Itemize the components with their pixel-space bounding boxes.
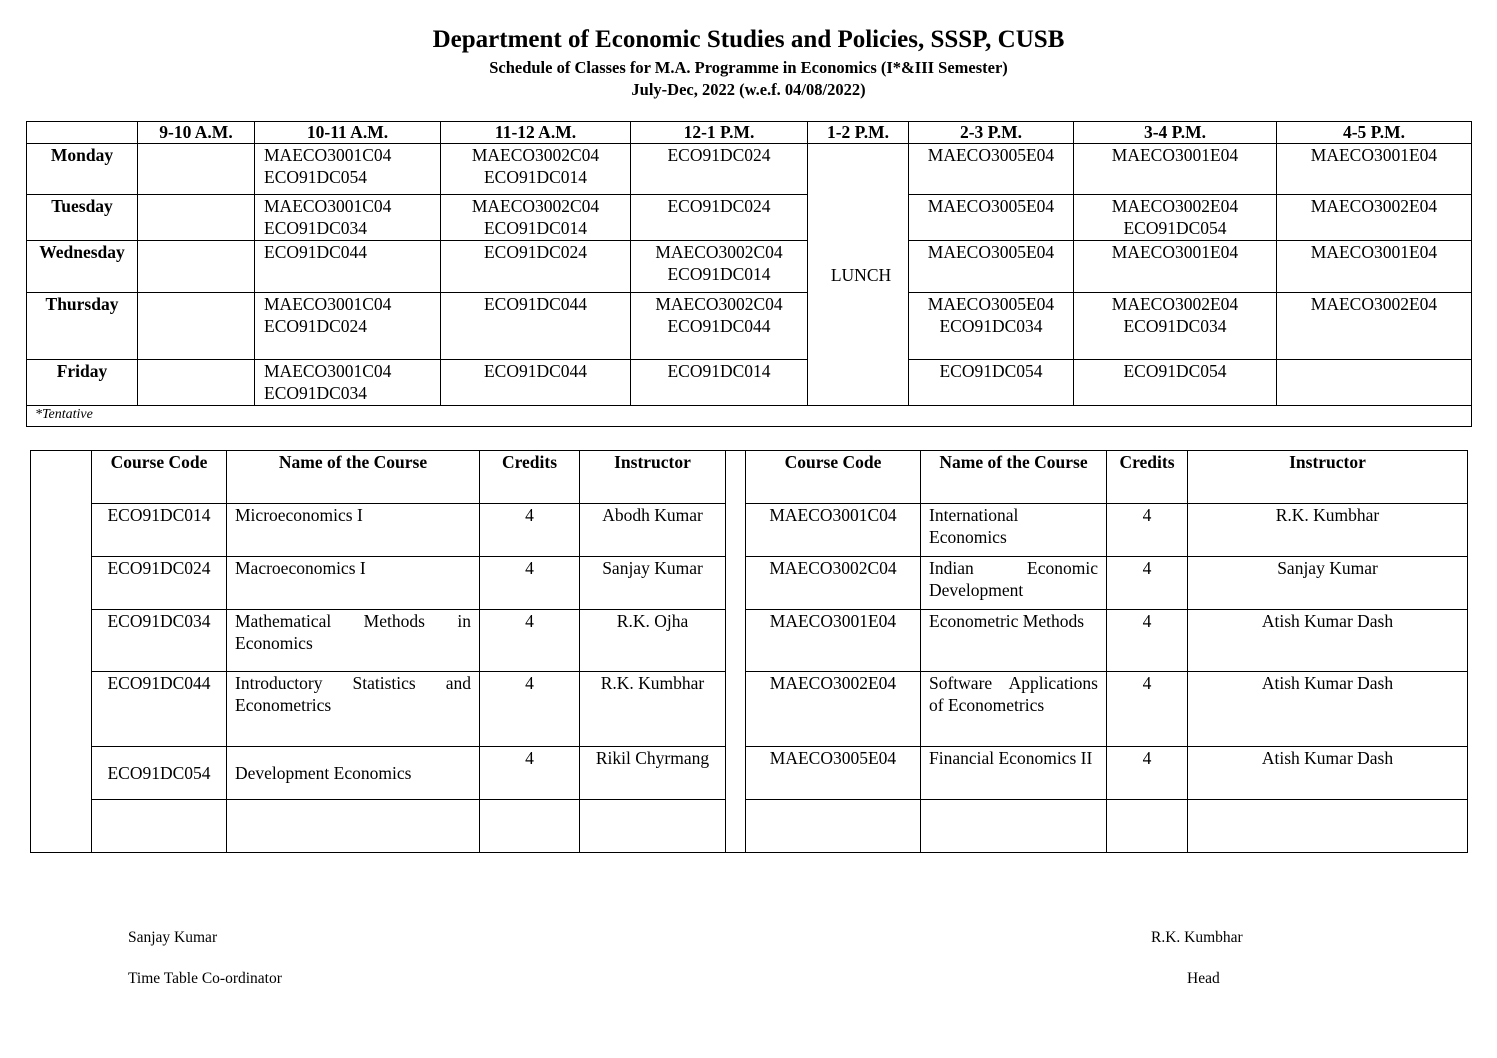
slot-entry: MAECO3002C04 — [471, 145, 600, 165]
slot-entry: ECO91DC014 — [483, 218, 588, 238]
empty-cell — [227, 800, 480, 853]
slot-entry: ECO91DC034 — [264, 383, 368, 403]
slot-cell — [441, 144, 631, 195]
time-header: 12-1 P.M. — [631, 122, 808, 144]
slot-entry: MAECO3001E04 — [1111, 242, 1239, 262]
empty-cell — [746, 800, 921, 853]
slot-cell — [138, 241, 255, 293]
course-row — [31, 672, 1468, 747]
slot-entry: MAECO3002E04 — [1111, 196, 1239, 216]
course-row — [31, 557, 1468, 610]
slot-cell — [441, 241, 631, 293]
schedule-row — [27, 293, 1472, 360]
slot-entry: MAECO3002E04 — [1310, 294, 1438, 314]
slot-entry: MAECO3001C04 — [264, 145, 392, 165]
slot-cell — [1277, 195, 1472, 241]
slot-entry: MAECO3002C04 — [655, 242, 783, 262]
slot-cell — [631, 241, 808, 293]
document-subtitle: Schedule of Classes for M.A. Programme in Economics (I*&III Semester) — [489, 58, 1008, 77]
day-label — [27, 241, 138, 293]
slot-cell — [1277, 360, 1472, 406]
slot-cell — [255, 293, 441, 360]
slot-cell — [255, 241, 441, 293]
slot-cell — [909, 293, 1074, 360]
slot-entry: ECO91DC054 — [264, 167, 368, 187]
slot-cell — [1074, 241, 1277, 293]
course-name: Econometric Methods — [921, 610, 1107, 672]
course-code: ECO91DC034 — [92, 610, 227, 672]
slot-cell — [631, 144, 808, 195]
course-code: MAECO3005E04 — [746, 747, 921, 800]
empty-cell — [480, 800, 580, 853]
column-header: Credits — [480, 451, 580, 504]
course-instructor: Atish Kumar Dash — [1188, 610, 1468, 672]
day-label: Monday — [27, 144, 138, 195]
course-name: Microeconomics I — [227, 504, 480, 557]
course-code: MAECO3002E04 — [746, 672, 921, 747]
slot-cell — [441, 195, 631, 241]
course-name: Financial Economics II — [921, 747, 1107, 800]
column-header: Instructor — [1188, 451, 1468, 504]
empty-cell — [580, 800, 726, 853]
course-name: Software Applications of Econometrics — [921, 672, 1107, 747]
course-credits: 4 — [1107, 557, 1188, 610]
slot-cell — [631, 293, 808, 360]
slot-entry: MAECO3002C04 — [471, 196, 600, 216]
corner-cell — [27, 122, 138, 144]
course-row-empty — [31, 800, 1468, 853]
coordinator-role: Time Table Co-ordinator — [128, 970, 282, 987]
slot-entry: ECO91DC034 — [1123, 316, 1227, 336]
day-label: Friday — [27, 360, 138, 406]
slot-entry: ECO91DC054 — [1123, 361, 1227, 381]
course-name: Development Economics — [227, 747, 480, 800]
slot-cell — [1074, 144, 1277, 195]
slot-entry: MAECO3002E04 — [1111, 294, 1239, 314]
slot-entry: MAECO3002E04 — [1310, 196, 1438, 216]
slot-entry: MAECO3001E04 — [1111, 145, 1239, 165]
slot-cell — [138, 293, 255, 360]
slot-entry: MAECO3002C04 — [655, 294, 783, 314]
course-instructor: R.K. Kumbhar — [1188, 504, 1468, 557]
course-credits: 4 — [1107, 747, 1188, 800]
column-separator — [726, 451, 746, 853]
slot-entry: MAECO3005E04 — [927, 145, 1055, 165]
course-row — [31, 747, 1468, 800]
time-header: 3-4 P.M. — [1074, 122, 1277, 144]
course-credits: 4 — [1107, 672, 1188, 747]
course-code: ECO91DC014 — [92, 504, 227, 557]
slot-entry: ECO91DC014 — [483, 167, 588, 187]
day-label: Thursday — [27, 293, 138, 360]
time-header: 9-10 A.M. — [138, 122, 255, 144]
course-instructor: R.K. Kumbhar — [580, 672, 726, 747]
empty-cell — [1107, 800, 1188, 853]
schedule-row — [27, 241, 1472, 293]
column-header: Course Code — [746, 451, 921, 504]
slot-entry: MAECO3005E04 — [927, 242, 1055, 262]
slot-cell — [138, 144, 255, 195]
document-title: Department of Economic Studies and Policies, SSSP, CUSB — [432, 26, 1065, 53]
slot-cell — [255, 195, 441, 241]
course-name: Macroeconomics I — [227, 557, 480, 610]
coordinator-name: Sanjay Kumar — [128, 929, 218, 946]
course-credits: 4 — [1107, 610, 1188, 672]
time-header: 10-11 A.M. — [255, 122, 441, 144]
day-label-text: Wednesday — [39, 242, 125, 262]
slot-entry: ECO91DC044 — [483, 294, 588, 314]
course-credits: 4 — [480, 610, 580, 672]
slot-cell — [631, 360, 808, 406]
course-name: Mathematical Methods in Economics — [227, 610, 480, 672]
class-schedule-table — [26, 121, 1472, 427]
slot-entry: ECO91DC054 — [939, 361, 1043, 381]
course-credits: 4 — [480, 557, 580, 610]
slot-entry: ECO91DC024 — [264, 316, 368, 336]
column-header: Course Code — [92, 451, 227, 504]
slot-entry: MAECO3001C04 — [264, 196, 392, 216]
course-instructor: R.K. Ojha — [580, 610, 726, 672]
slot-cell — [255, 144, 441, 195]
slot-cell — [138, 360, 255, 406]
course-code: MAECO3001C04 — [746, 504, 921, 557]
course-credits: 4 — [480, 504, 580, 557]
day-label: Tuesday — [27, 195, 138, 241]
course-credits: 4 — [1107, 504, 1188, 557]
empty-cell — [92, 800, 227, 853]
course-instructor: Sanjay Kumar — [580, 557, 726, 610]
slot-cell — [255, 360, 441, 406]
time-header: 1-2 P.M. — [808, 122, 909, 144]
slot-cell — [1277, 241, 1472, 293]
slot-cell — [441, 360, 631, 406]
lunch-cell: LUNCH — [808, 144, 909, 406]
time-header: 4-5 P.M. — [1277, 122, 1472, 144]
column-header: Instructor — [580, 451, 726, 504]
slot-cell — [1074, 195, 1277, 241]
course-row — [31, 610, 1468, 672]
course-row — [31, 504, 1468, 557]
document-period: July-Dec, 2022 (w.e.f. 04/08/2022) — [631, 80, 866, 99]
empty-cell — [1188, 800, 1468, 853]
slot-entry: MAECO3005E04 — [927, 196, 1055, 216]
slot-cell — [909, 360, 1074, 406]
slot-entry: ECO91DC044 — [483, 361, 588, 381]
schedule-row — [27, 144, 1472, 195]
course-instructor: Atish Kumar Dash — [1188, 747, 1468, 800]
course-instructor: Sanjay Kumar — [1188, 557, 1468, 610]
slot-entry: ECO91DC014 — [667, 264, 771, 284]
slot-cell — [1074, 293, 1277, 360]
column-header: Name of the Course — [227, 451, 480, 504]
slot-cell — [909, 241, 1074, 293]
slot-cell — [1277, 144, 1472, 195]
slot-cell — [631, 195, 808, 241]
slot-entry: ECO91DC044 — [667, 316, 771, 336]
schedule-note-row — [27, 406, 1472, 427]
course-credits: 4 — [480, 747, 580, 800]
slot-cell — [909, 144, 1074, 195]
head-role: Head — [1187, 970, 1220, 987]
slot-entry: ECO91DC044 — [264, 242, 368, 262]
column-header: Credits — [1107, 451, 1188, 504]
course-name: International Economics — [921, 504, 1107, 557]
course-list-table — [30, 450, 1468, 853]
slot-entry: ECO91DC024 — [667, 196, 771, 216]
slot-entry: MAECO3001E04 — [1310, 145, 1438, 165]
slot-entry: MAECO3001C04 — [264, 361, 392, 381]
slot-entry: ECO91DC024 — [667, 145, 771, 165]
column-header: Name of the Course — [921, 451, 1107, 504]
course-code: ECO91DC044 — [92, 672, 227, 747]
slot-entry: MAECO3005E04 — [927, 294, 1055, 314]
slot-entry: MAECO3001C04 — [264, 294, 392, 314]
slot-cell — [138, 195, 255, 241]
slot-cell — [441, 293, 631, 360]
course-name: Indian Economic Development — [921, 557, 1107, 610]
course-code: ECO91DC054 — [92, 747, 227, 800]
slot-cell — [1277, 293, 1472, 360]
course-instructor: Rikil Chyrmang — [580, 747, 726, 800]
schedule-row — [27, 195, 1472, 241]
course-instructor: Abodh Kumar — [580, 504, 726, 557]
slot-entry: ECO91DC034 — [939, 316, 1043, 336]
course-code: MAECO3002C04 — [746, 557, 921, 610]
course-instructor: Atish Kumar Dash — [1188, 672, 1468, 747]
blank-left-column — [31, 451, 92, 853]
course-header-row — [31, 451, 1468, 504]
course-name: Introductory Statistics and Econometrics — [227, 672, 480, 747]
slot-cell — [909, 195, 1074, 241]
time-header: 2-3 P.M. — [909, 122, 1074, 144]
course-credits: 4 — [480, 672, 580, 747]
slot-cell — [1074, 360, 1277, 406]
course-code: MAECO3001E04 — [746, 610, 921, 672]
time-header: 11-12 A.M. — [441, 122, 631, 144]
head-name: R.K. Kumbhar — [1151, 929, 1243, 946]
empty-cell — [921, 800, 1107, 853]
tentative-note: *Tentative — [27, 406, 1472, 427]
slot-entry: MAECO3001E04 — [1310, 242, 1438, 262]
slot-entry: ECO91DC054 — [1123, 218, 1227, 238]
schedule-row — [27, 360, 1472, 406]
slot-entry: ECO91DC024 — [483, 242, 588, 262]
slot-entry: ECO91DC014 — [667, 361, 771, 381]
slot-entry: ECO91DC034 — [264, 218, 368, 238]
schedule-header-row — [27, 122, 1472, 144]
course-code: ECO91DC024 — [92, 557, 227, 610]
